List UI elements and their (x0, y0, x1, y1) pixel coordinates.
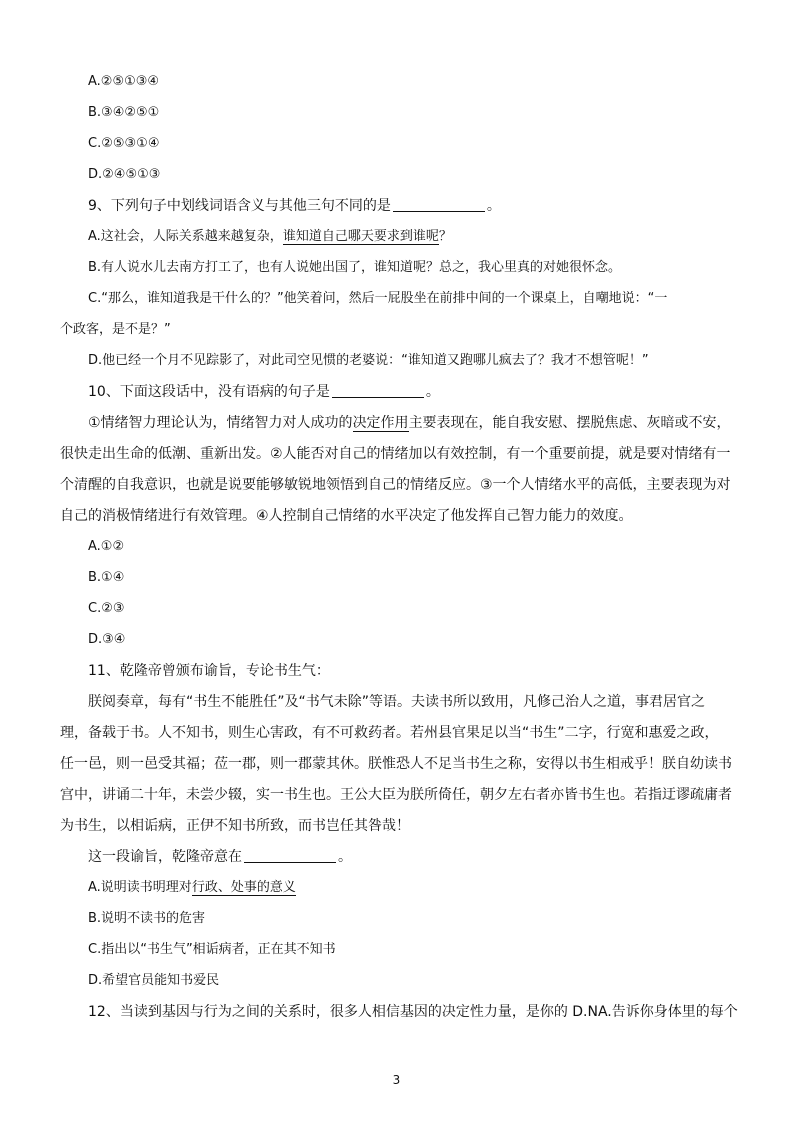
q10-answer-blank (332, 383, 424, 398)
q9-option-d: D.他已经一个月不见踪影了，对此司空见惯的老婆说：“谁知道又跑哪儿疯去了？我才不想管呢！” (88, 353, 649, 368)
q10-stem-text: 10、下面这段话中，没有语病的句子是 (88, 384, 330, 400)
q9-option-a-pre: A.这社会，人际关系越来越复杂， (88, 229, 283, 244)
q11-passage-line1: 朕阅奏章，每有“书生不能胜任”及“书气未除”等语。夫读书所以致用，凡修己治人之道，事君居官之 (88, 694, 706, 710)
q11-option-a-underlined: 行政、处事的意义 (191, 880, 296, 895)
q10-passage-line3: 个清醒的自我意识，也就是说要能够敏锐地领悟到自己的情绪反应。③一个人情绪水平的高低，主要表现为对 (60, 477, 731, 493)
q9-answer-blank (393, 197, 485, 212)
q11-question (88, 847, 764, 867)
page-number: 3 (392, 1073, 401, 1087)
q9-stem (88, 196, 764, 216)
q11-option-b: B.说明不读书的危害 (88, 911, 206, 926)
q10-option-c: C.②③ (88, 601, 125, 616)
q10-passage-line1 (88, 413, 764, 433)
q11-option-c: C.指出以“书生气”相诟病者，正在其不知书 (88, 942, 336, 957)
q11-option-a-pre: A.说明读书明理对 (88, 880, 192, 895)
q10-passage-underlined: 决定作用 (352, 415, 409, 431)
q9-stem-tail: 。 (486, 198, 501, 214)
q11-passage-line3: 任一邑，则一邑受其福；莅一郡，则一郡蒙其休。朕惟恐人不足当书生之称，安得以书生相戒乎！朕自幼读书 (60, 756, 732, 772)
q11-question-tail: 。 (338, 849, 352, 865)
q10-option-b: B.①④ (88, 570, 125, 585)
q11-passage-line2: 理，备载于书。人不知书，则生心害政，有不可救药者。若州县官果足以当“书生”二字，行宽和惠爱之政， (60, 725, 719, 741)
q9-option-c-line1: C.“那么，谁知道我是干什么的？”他笑着问，然后一屁股坐在前排中间的一个课桌上，自嘲地说：“一 (88, 291, 668, 306)
q10-passage-line1-pre: ①情绪智力理论认为，情绪智力对人成功的 (88, 415, 353, 431)
q8-option-d: D.②④⑤①③ (88, 167, 161, 182)
q8-option-c: C.②⑤③①④ (88, 136, 160, 151)
q10-option-a: A.①② (88, 539, 125, 554)
q8-option-b: B.③④②⑤① (88, 105, 160, 120)
q9-option-a-underlined: 谁知道自己哪天要求到谁呢 (282, 229, 439, 244)
q10-stem (88, 382, 764, 402)
q10-stem-tail: 。 (425, 384, 440, 400)
q11-passage-line5: 为书生，以相诟病，正伊不知书所致，而书岂任其咎哉！ (60, 818, 410, 834)
q12-stem: 12、当读到基因与行为之间的关系时，很多人相信基因的决定性力量，是你的 D.NA.告诉你身体里的每个 (88, 1004, 738, 1020)
q9-option-b: B.有人说水儿去南方打工了，也有人说她出国了，谁知道呢？总之，我心里真的对她很怀念。 (88, 260, 622, 275)
q9-stem-text: 9、下列句子中划线词语含义与其他三句不同的是 (88, 198, 391, 214)
q9-option-a (88, 227, 764, 247)
q11-answer-blank (244, 848, 336, 863)
q11-option-a (88, 878, 764, 898)
q9-option-a-post: ？ (438, 229, 452, 244)
q11-passage-line4: 宫中，讲诵二十年，未尝少辍，实一书生也。王公大臣为朕所倚任，朝夕左右者亦皆书生也。若指迂谬疏庸者 (60, 787, 732, 803)
q10-passage-line4: 自己的消极情绪进行有效管理。④人控制自己情绪的水平决定了他发挥自己智力能力的效度。 (60, 508, 633, 524)
q9-option-c-line2: 个政客，是不是？” (60, 322, 171, 337)
q8-option-a: A.②⑤①③④ (88, 74, 160, 89)
q10-passage-line2: 很快走出生命的低潮、重新出发。②人能否对自己的情绪加以有效控制，有一个重要前提，就是要对情绪有一 (60, 446, 731, 462)
q10-option-d: D.③④ (88, 632, 126, 647)
q11-question-text: 这一段谕旨，乾隆帝意在 (88, 849, 242, 865)
q11-option-d: D.希望官员能知书爱民 (88, 973, 220, 988)
q11-stem: 11、乾隆帝曾颁布谕旨，专论书生气： (88, 663, 330, 679)
q10-passage-line1-post: 主要表现在，能自我安慰、摆脱焦虑、灰暗或不安， (408, 415, 731, 431)
